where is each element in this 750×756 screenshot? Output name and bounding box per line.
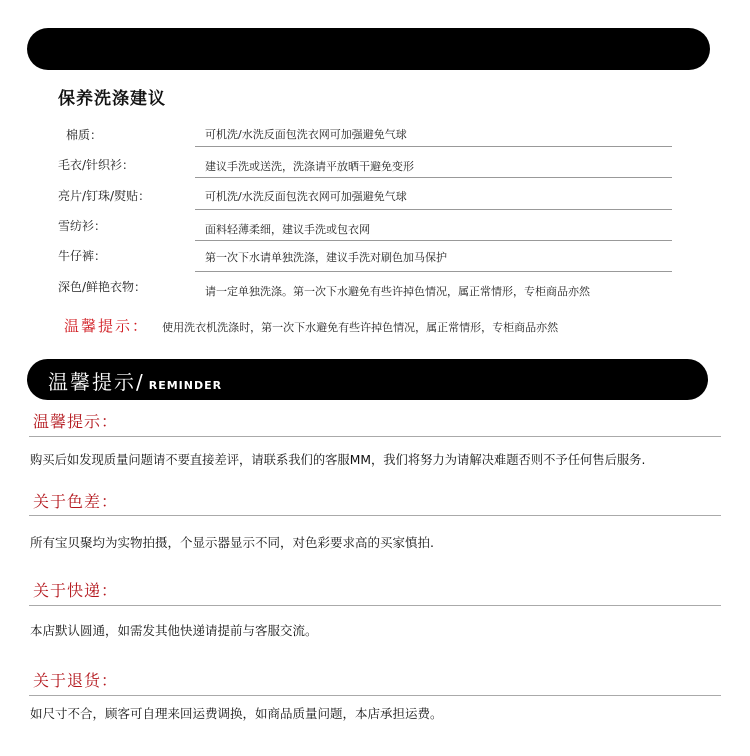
section-heading: 关于退货： (33, 671, 119, 690)
care-row-jeans (0, 243, 750, 273)
reminder-title (48, 366, 222, 395)
care-label: 深色/鲜艳衣物： (58, 280, 147, 294)
care-tip (64, 315, 558, 336)
section-text: 所有宝贝聚均为实物拍摄，个显示器显示不同，对色彩要求高的买家慎拍. (30, 535, 434, 550)
care-label: 雪纺衫： (58, 219, 107, 233)
care-value: 可机洗/水洗反面包洗衣网可加强避免气球 (205, 128, 407, 141)
care-title: 保养洗涤建议 (58, 89, 166, 109)
care-label: 牛仔裤： (58, 249, 107, 263)
care-row-chiffon (0, 213, 750, 243)
section-text: 本店默认圆通，如需发其他快递请提前与客服交流。 (30, 623, 318, 638)
top-black-banner (27, 28, 710, 70)
care-value: 第一次下水请单独洗涤，建议手洗对刷色加马保护 (205, 251, 447, 264)
row-divider (195, 271, 672, 272)
section-text: 如尺寸不合，顾客可自理来回运费调换，如商品质量问题，本店承担运费。 (30, 706, 443, 721)
row-divider (195, 146, 672, 147)
care-label: 亮片/钉珠/熨贴： (58, 189, 151, 203)
section-text: 购买后如发现质量问题请不要直接差评，请联系我们的客服MM，我们将努力为请解决难题否则不予任何售后服务. (30, 453, 646, 467)
care-value: 可机洗/水洗反面包洗衣网可加强避免气球 (205, 190, 407, 203)
section-heading: 关于快递： (33, 581, 119, 600)
section-heading: 关于色差： (33, 492, 119, 511)
tip-text: 使用洗衣机洗涤时，第一次下水避免有些许掉色情况，属正常情形，专柜商品亦然 (162, 321, 559, 334)
care-value: 建议手洗或送洗，洗涤请平放晒干避免变形 (205, 160, 414, 173)
care-row-dark (0, 275, 750, 305)
reminder-subtitle: REMINDER (148, 379, 223, 392)
care-label: 棉质： (66, 128, 103, 142)
row-divider (195, 209, 672, 210)
tip-label: 温馨提示： (64, 317, 150, 335)
reminder-title-text: 温馨提示/ (48, 370, 145, 394)
section-divider (29, 695, 721, 696)
care-value: 请一定单独洗涤。第一次下水避免有些许掉色情况，属正常情形，专柜商品亦然 (205, 285, 590, 298)
section-heading: 温馨提示： (33, 412, 119, 431)
row-divider (195, 240, 672, 241)
row-divider (195, 177, 672, 178)
care-label: 毛衣/针织衫： (58, 158, 135, 172)
section-divider (29, 436, 721, 437)
section-divider (29, 515, 721, 516)
section-divider (29, 605, 721, 606)
care-row-sequin (0, 181, 750, 211)
care-value: 面料轻薄柔细，建议手洗或包衣网 (205, 223, 370, 236)
